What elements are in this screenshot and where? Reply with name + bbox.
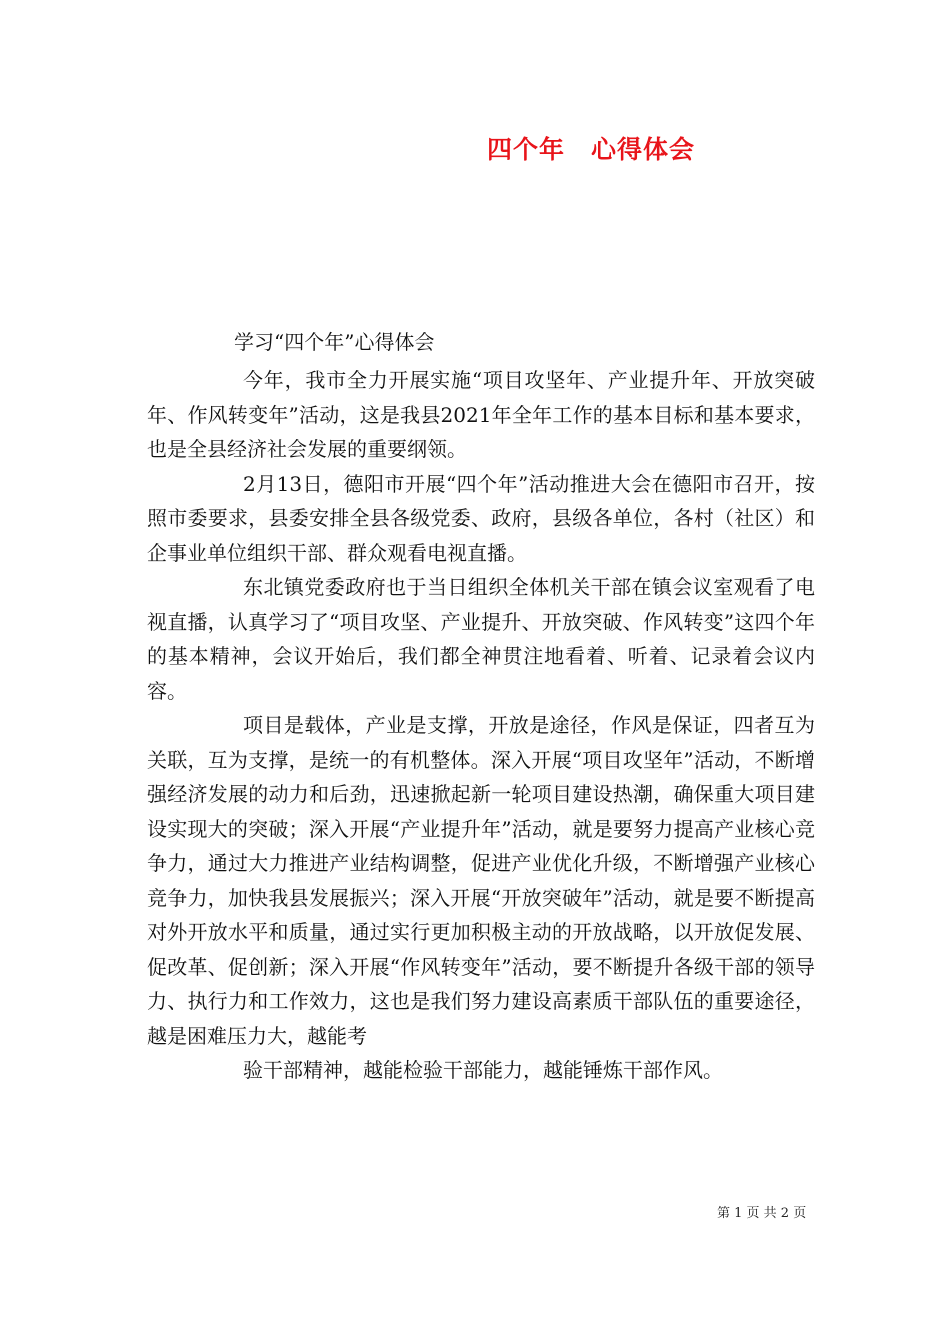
document-subtitle: 学习“四个年”心得体会 — [234, 330, 435, 354]
document-title: 四个年 心得体会 — [487, 135, 696, 164]
page-number: 第 1 页 共 2 页 — [717, 1206, 807, 1221]
paragraph: 2月13日，德阳市开展“四个年”活动推进大会在德阳市召开，按照市委要求，县委安排全县各级党委、政府，县级各单位，各村（社区）和企事业单位组织干部、群众观看电视直播。 — [147, 471, 815, 565]
paragraph: 东北镇党委政府也于当日组织全体机关干部在镇会议室观看了电视直播，认真学习了“项目攻坚、产业提升、开放突破、作风转变”这四个年的基本精神，会议开始后，我们都全神贯注地看着、听着、记录着会议内容。 — [147, 575, 815, 703]
paragraph: 今年，我市全力开展实施“项目攻坚年、产业提升年、开放突破年、作风转变年”活动，这是我县2021年全年工作的基本目标和基本要求，也是全县经济社会发展的重要纲领。 — [147, 368, 815, 461]
document-body — [147, 363, 815, 1088]
paragraph: 验干部精神，越能检验干部能力，越能锤炼干部作风。 — [243, 1058, 723, 1082]
paragraph: 项目是载体，产业是支撑，开放是途径，作风是保证，四者互为关联，互为支撑，是统一的有机整体。深入开展“项目攻坚年”活动，不断增强经济发展的动力和后劲，迅速掀起新一轮项目建设热潮，确保重大项目建设实现大的突破；深入开展“产业提升年”活动，就是要努力提高产业核心竞争力，通过大力推进产业结构调整，促进产业优化升级，不断增强产业核心竞争力，加快我县发展振兴；深入开展“开放突破年”活动，就是要不断提高对外开放水平和质量，通过实行更加积极主动的开放战略，以开放促发展、促改革、促创新；深入开展“作风转变年”活动，要不断提升各级干部的领导力、执行力和工作效力，这也是我们努力建设高素质干部队伍的重要途径，越是困难压力大，越能考 — [147, 713, 815, 1048]
